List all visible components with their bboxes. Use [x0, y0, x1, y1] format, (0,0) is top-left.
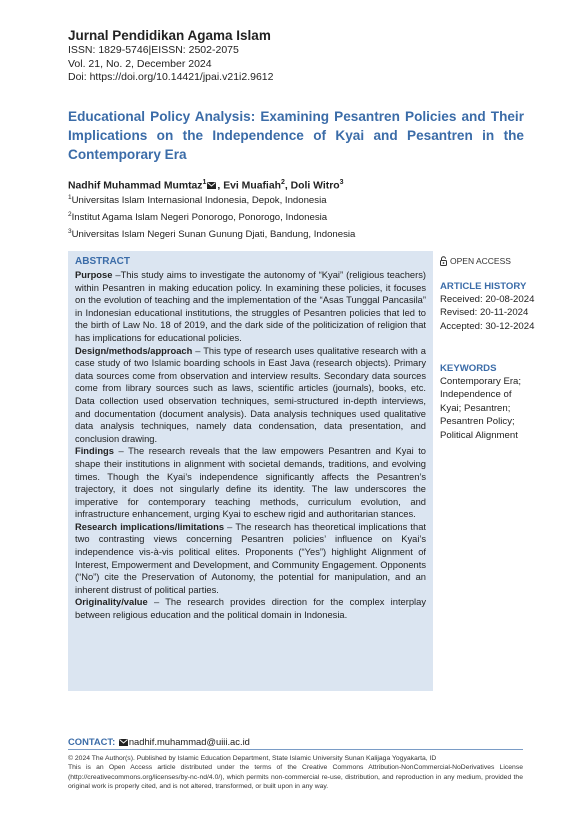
open-access-lock-icon	[440, 256, 447, 266]
keyword-line: Contemporary Era;	[440, 376, 522, 387]
author-name: Doli Witro	[290, 180, 340, 192]
abstract-originality: Originality/value – The research provides direction for the complex interplay between religious education and the political domain in Indonesia.	[75, 597, 426, 621]
journal-volume: Vol. 21, No. 2, December 2024	[68, 57, 212, 70]
keywords-section	[440, 362, 550, 442]
author-separator: ,	[217, 180, 224, 192]
journal-issn: ISSN: 1829-5746|EISSN: 2502-2075	[68, 44, 239, 56]
keyword-line: Political Alignment	[440, 429, 518, 441]
open-access-label: OPEN ACCESS	[450, 256, 511, 266]
footer-divider	[68, 749, 523, 750]
article-title: Educational Policy Analysis: Examining Pesantren Policies and Their Implications on the Independence of Kyai and Pesantren in the Contemporary Era	[68, 109, 524, 162]
copyright-line: © 2024 The Author(s). Published by Islamic Education Department, State Islamic University Sunan Kalijaga Yogyakarta, ID	[68, 755, 437, 762]
abstract-design: Design/methods/approach – This type of research uses qualitative research with a case study of two Islamic boarding schools in East Java (research objects). Primary data sources come from observation and interview results. Secondary data sources come from library sources such as laws, scientific articles (journals), books, etc. Data collection used observation techniques, semi-structured in-depth interviews, and documentation (document analysis). Data analysis techniques used qualitative data analysis techniques, namely data condensation, data presentation, and conclusion drawing.	[75, 345, 426, 444]
license-footer	[68, 754, 523, 792]
contact-line	[68, 736, 523, 749]
keywords-heading: KEYWORDS	[440, 363, 497, 374]
abstract-findings: Findings – The research reveals that the law empowers Pesantren and Kyai to shape their institutions in alignment with societal demands, traditions, and evolving times. Though the Kyai’s independence significantly affects the Pesantren’s trajectory, it does not singularly define its identity. The law underscores the imperative for contemporary teaching methods, curriculum evolution, and infrastructure enhancement, urging Kyai to eschew rigid and authoritarian stances.	[75, 446, 426, 520]
contact-label: CONTACT:	[68, 736, 116, 747]
author-separator: ,	[284, 180, 291, 192]
abstract-purpose: Purpose –This study aims to investigate the autonomy of “Kyai” (religious teachers) within Pesantren in making education policy. In examining these policies, it focuses on the evolution of teaching and the implementation of the “Asas Tunggal Pancasila” in Indonesian educational institutions, the struggles of Pesantren policies that led to the birth of Law No. 18 of 2019, and the dark side of the politicization of religion that has implications for educational policies.	[75, 270, 426, 343]
accepted-date: Accepted: 30-12-2024	[440, 320, 535, 332]
author-name: Nadhif Muhammad Mumtaz	[68, 180, 203, 192]
keyword-line: Independence of	[440, 389, 512, 401]
license-text: This is an Open Access article distributed under the terms of the Creative Commons Attribution-NonCommercial-NoDerivatives License (http://creativecommons.org/licenses/by-nc-nd/4.0/), which permits non-commercial re-use, distribution, and reproduction in any medium, provided the original work is properly cited, and is not altered, transformed, or built upon in any way.	[68, 764, 523, 791]
received-date: Received: 20-08-2024	[440, 294, 535, 305]
journal-doi[interactable]: Doi: https://doi.org/10.14421/jpai.v21i2.9612	[68, 71, 274, 83]
open-access-badge	[440, 256, 550, 266]
abstract-limitations: Research implications/limitations – The research has theoretical implications that two contrasting views concerning Pesantren policies’ influence on Kyai’s independence vis-à-vis political elites. Proponents (“Yes”) highlight Alignment of Interest, Empowerment and Development, and Community Engagement. Opponents (“No”) cite the Preservation of Autonomy, the potential for manipulation, and an inherent distrust of political parties.	[75, 521, 426, 595]
affiliation-item: $^2$Institut Agama Islam Negeri Ponorogo, Ponorogo, Indonesia	[68, 210, 328, 223]
article-history	[440, 280, 550, 333]
affiliation-item: $^1$Universitas Islam Internasional Indonesia, Depok, Indonesia	[68, 194, 327, 207]
author-affil-sup: 1	[202, 179, 207, 186]
article-history-heading: ARTICLE HISTORY	[440, 281, 527, 292]
abstract-heading: ABSTRACT	[75, 256, 130, 267]
keyword-line: Kyai; Pesantren;	[440, 402, 511, 414]
contact-email[interactable]: nadhif.muhammad@uiii.ac.id	[128, 736, 250, 747]
author-affil-sup: 3	[339, 179, 344, 186]
envelope-icon	[119, 737, 128, 749]
author-name: Evi Muafiah	[223, 180, 281, 192]
keyword-line: Pesantren Policy;	[440, 416, 515, 428]
author-affil-sup: 2	[280, 179, 285, 186]
revised-date: Revised: 20-11-2024	[440, 307, 529, 319]
journal-name: Jurnal Pendidikan Agama Islam	[68, 28, 271, 43]
abstract-box	[68, 251, 433, 691]
affiliation-list	[68, 191, 528, 241]
journal-header	[68, 27, 528, 85]
affiliation-item: $^3$Universitas Islam Negeri Sunan Gunung Djati, Bandung, Indonesia	[68, 227, 356, 240]
